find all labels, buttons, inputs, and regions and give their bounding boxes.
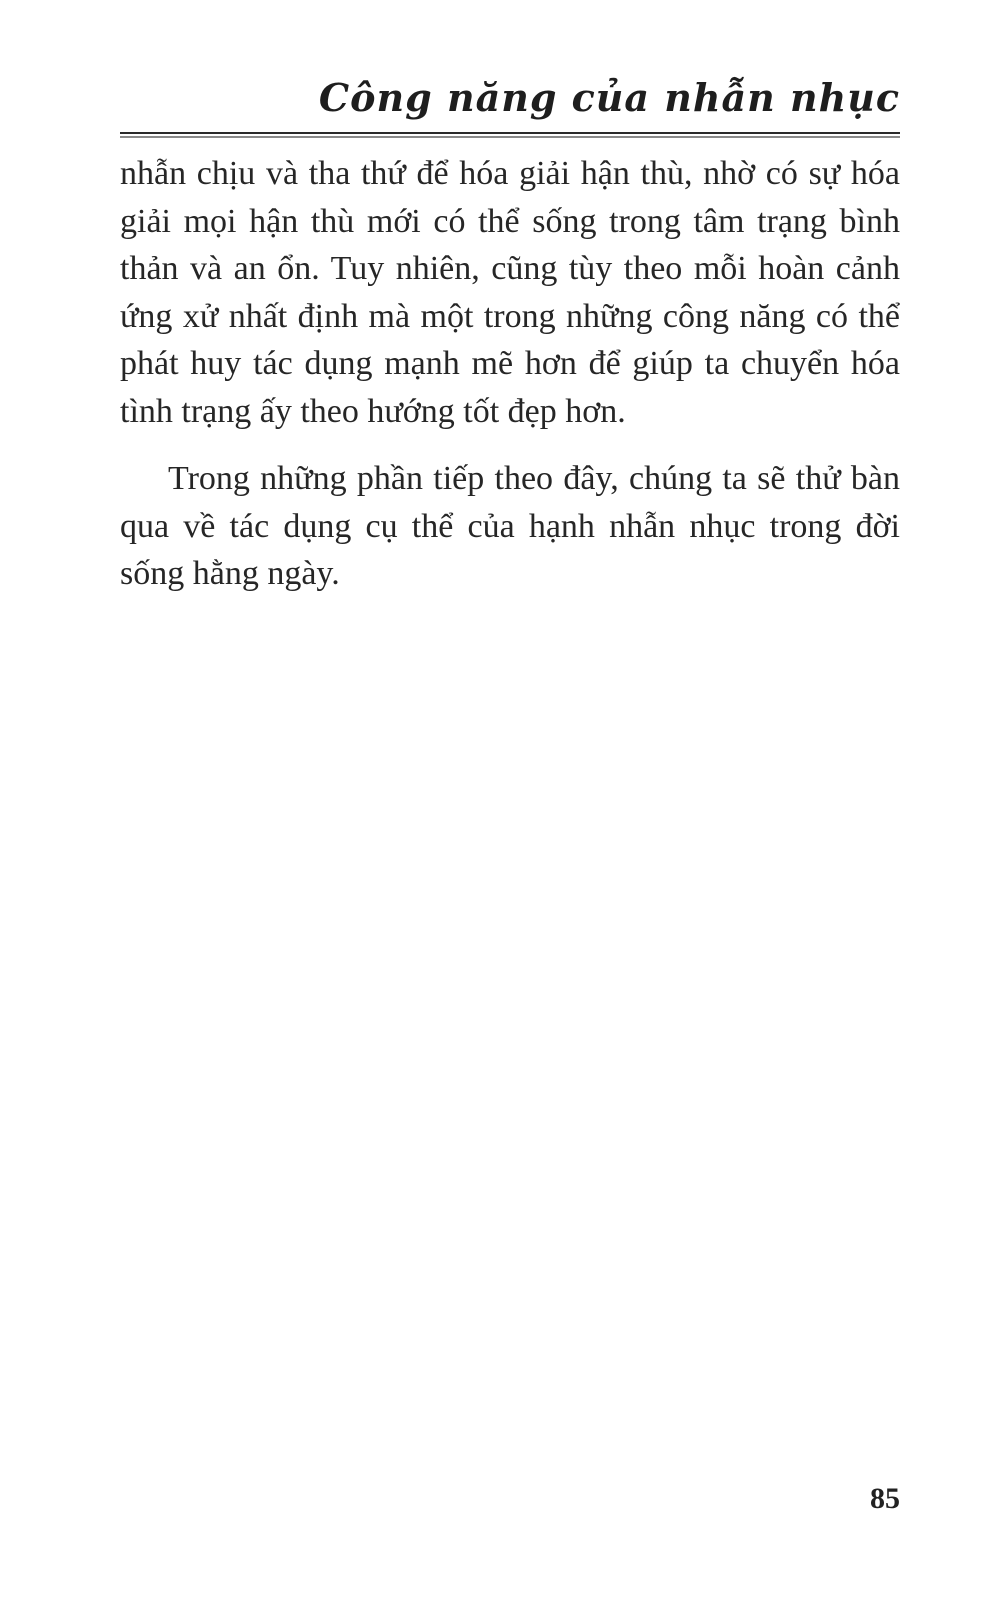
running-header: Công năng của nhẫn nhục xyxy=(318,75,900,120)
page-number: 85 xyxy=(870,1482,900,1515)
paragraph: nhẫn chịu và tha thứ để hóa giải hận thù, nhờ có sự hóa giải mọi hận thù mới có thể sống trong tâm trạng bình thản và an ổn. Tuy nhiên, cũng tùy theo mỗi hoàn cảnh ứng xử nhất định mà một trong những công năng có thể phát huy tác dụng mạnh mẽ hơn để giúp ta chuyển hóa tình trạng ấy theo hướng tốt đẹp hơn. xyxy=(120,155,900,430)
header-divider xyxy=(120,132,900,138)
body-text xyxy=(120,150,900,598)
paragraph: Trong những phần tiếp theo đây, chúng ta sẽ thử bàn qua về tác dụng cụ thể của hạnh nhẫn nhục trong đời sống hằng ngày. xyxy=(120,460,900,592)
